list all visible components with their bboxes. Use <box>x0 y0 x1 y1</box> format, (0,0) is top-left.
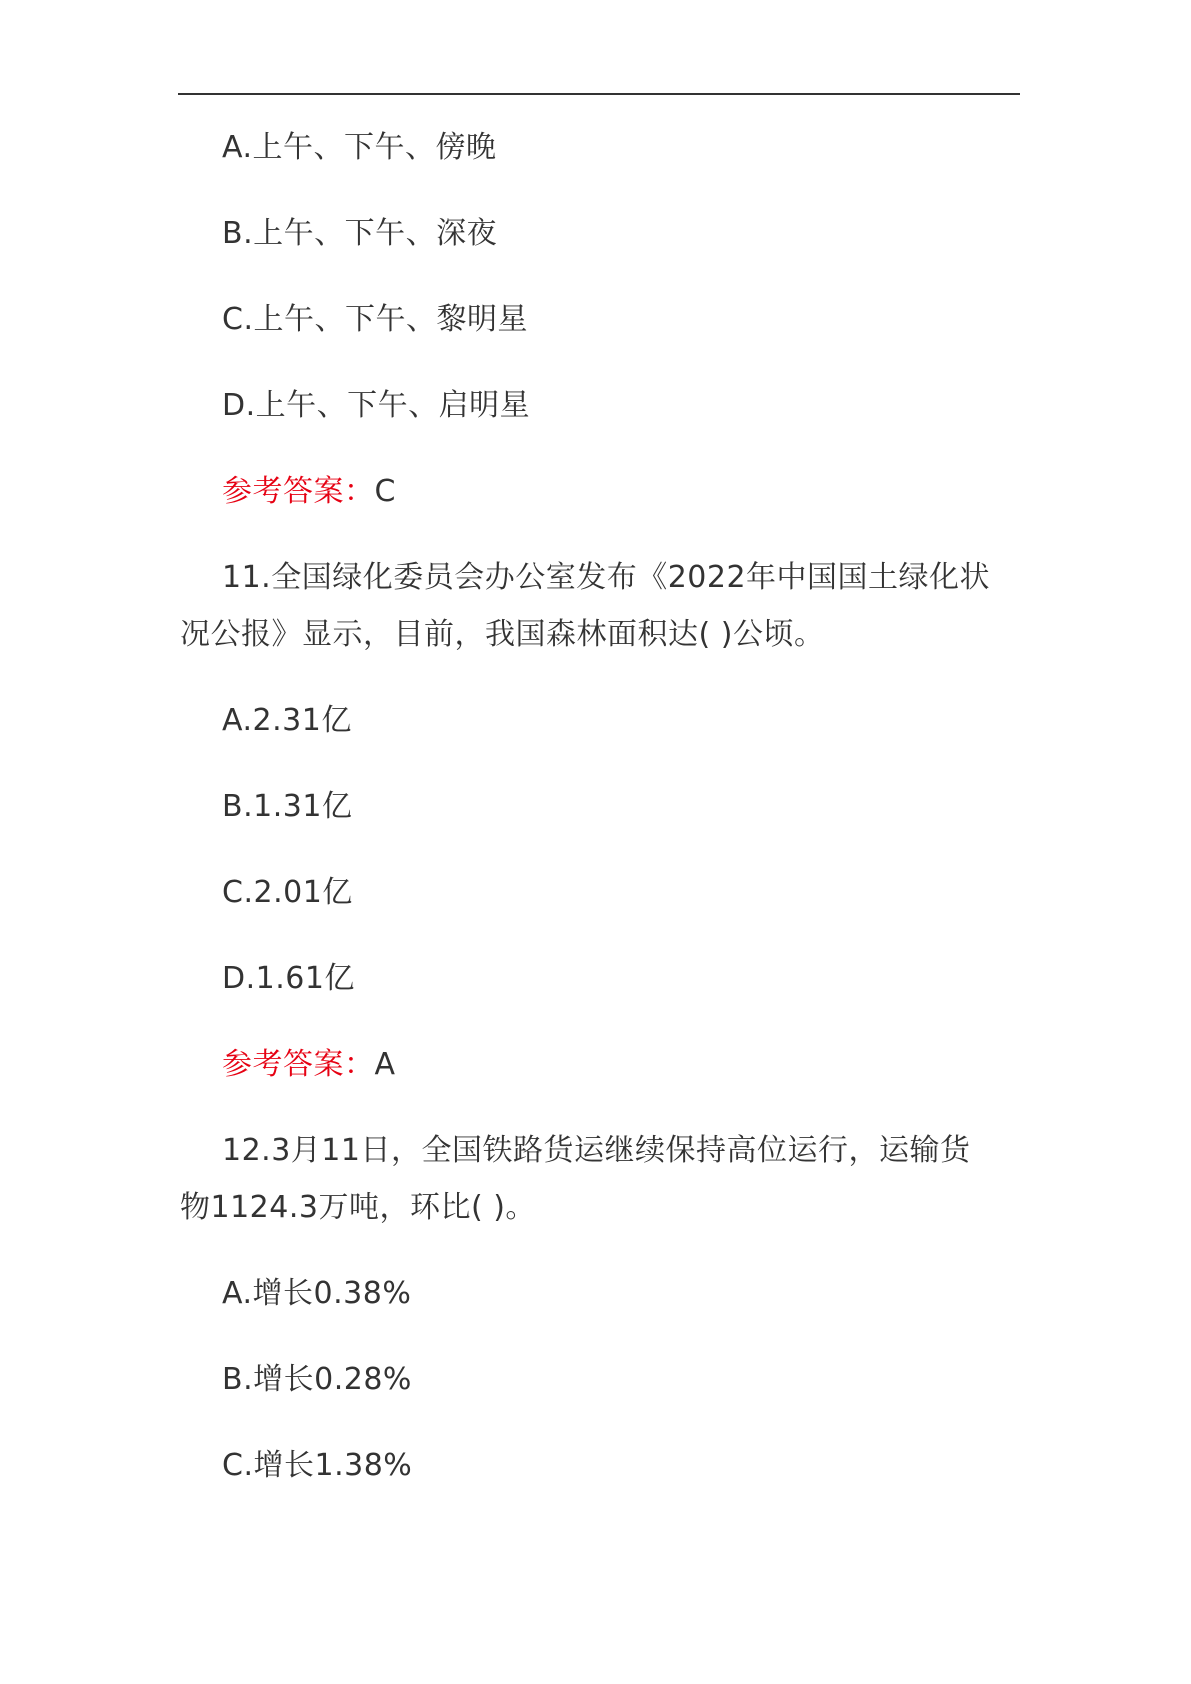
answer-label: 参考答案： <box>222 474 375 509</box>
q11-option-a: A.2.31亿 <box>222 703 352 738</box>
q10-option-d: D.上午、下午、启明星 <box>222 388 531 423</box>
q10-option-a: A.上午、下午、傍晚 <box>222 130 497 165</box>
answer-value: A <box>374 1047 396 1082</box>
q10-option-c: C.上午、下午、黎明星 <box>222 302 528 337</box>
q11-answer <box>222 1047 396 1083</box>
q10-answer <box>222 474 396 510</box>
q11-option-c: C.2.01亿 <box>222 875 353 910</box>
answer-label: 参考答案： <box>222 1047 375 1082</box>
q12-option-c: C.增长1.38% <box>222 1448 413 1483</box>
q12-option-a: A.增长0.38% <box>222 1276 412 1311</box>
q12-option-b: B.增长0.28% <box>222 1362 412 1397</box>
answer-value: C <box>374 474 396 509</box>
q11-text-line1: 11.全国绿化委员会办公室发布《2022年中国国土绿化状 <box>222 560 991 595</box>
top-divider <box>178 93 1020 95</box>
q12-text-line2: 物1124.3万吨，环比( )。 <box>180 1190 536 1225</box>
q10-option-b: B.上午、下午、深夜 <box>222 216 498 251</box>
q11-option-d: D.1.61亿 <box>222 961 355 996</box>
q11-option-b: B.1.31亿 <box>222 789 353 824</box>
q12-text-line1: 12.3月11日，全国铁路货运继续保持高位运行，运输货 <box>222 1133 971 1168</box>
q11-text-line2: 况公报》显示，目前，我国森林面积达( )公顷。 <box>180 617 825 652</box>
